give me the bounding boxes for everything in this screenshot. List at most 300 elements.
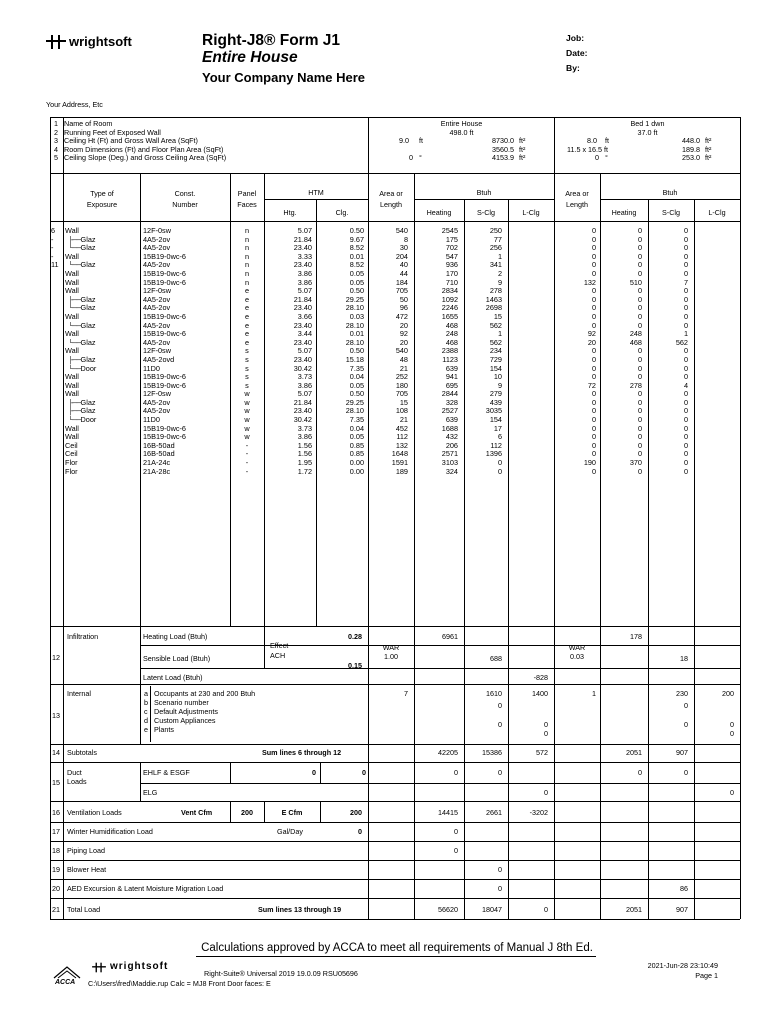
row-area2: 0 — [591, 261, 596, 270]
subtotals-num: 14 — [52, 748, 60, 757]
table-row — [51, 450, 739, 459]
row-area2: 0 — [591, 244, 596, 253]
room-feet: 37.0 ft — [637, 127, 658, 137]
row-tree-connector: └── — [68, 364, 81, 373]
row-type-label: Wall — [65, 287, 79, 296]
humid-galday: Gal/Day — [277, 827, 303, 836]
row-lclg — [508, 407, 554, 416]
row-lclg2 — [694, 304, 739, 313]
row-area: 48 — [399, 355, 408, 364]
row-const-number: 4A5-2ov — [143, 407, 171, 416]
row-type — [63, 330, 140, 339]
row-const-number: 16B-50ad — [143, 450, 175, 459]
total-label: Total Load — [67, 905, 101, 914]
row-htm-clg: 0.05 — [349, 278, 364, 287]
row-area: 132 — [395, 441, 408, 450]
row-tree-connector: └── — [68, 338, 81, 347]
row-area2: 0 — [591, 287, 596, 296]
row-sclg: 2 — [497, 269, 502, 278]
row-type — [63, 433, 140, 442]
row-line-num — [51, 433, 63, 442]
row-htm-htg: 3.86 — [297, 433, 312, 442]
row-panel-face: n — [244, 278, 250, 287]
row-heating: 639 — [445, 416, 458, 425]
row-lclg — [508, 244, 554, 253]
row-type-label: Glaz — [80, 398, 96, 407]
row-const-number: 4A5-2ov — [143, 304, 171, 313]
row-area2: 0 — [591, 227, 596, 235]
duct-ehlf: EHLF & ESGF — [143, 768, 190, 777]
internal-house-s-d: 0 — [498, 720, 502, 729]
humid-galday-value: 0 — [358, 827, 362, 836]
row-htm-clg: 28.10 — [345, 304, 364, 313]
info-line-3: 3 Ceiling Ht (Ft) and Gross Wall Area (SqFt) — [54, 136, 198, 145]
row-line-num — [51, 390, 63, 399]
row-sclg2: 0 — [683, 295, 688, 304]
footer-file: C:\Users\fred\Maddie.rup Calc = MJ8 Front Door faces: E — [88, 979, 271, 988]
row-type-label: Wall — [65, 433, 79, 442]
wrightsoft-logo-icon — [46, 34, 66, 50]
row-heating2: 0 — [637, 407, 642, 416]
wrightsoft-footer-icon — [92, 962, 106, 973]
row-htm-clg: 0.05 — [349, 381, 364, 390]
row-tree-connector: ├── — [68, 355, 81, 364]
row-htm-clg: 28.10 — [345, 338, 364, 347]
row-area: 112 — [396, 433, 408, 442]
row-panel-face: s — [245, 381, 249, 390]
row-htm-clg: 0.85 — [349, 441, 364, 450]
row-htm-htg: 30.42 — [293, 416, 312, 425]
vent-num: 16 — [52, 808, 60, 817]
row-lclg2 — [694, 442, 739, 451]
row-htm-clg: 0.50 — [349, 347, 364, 356]
table-row — [51, 296, 739, 305]
row-heating2: 0 — [637, 433, 642, 442]
row-heating2: 0 — [637, 347, 642, 356]
internal-house-l-d: 0 — [544, 720, 548, 729]
row-htm-htg: 23.40 — [293, 261, 312, 270]
house-floor-row: 3560.5 ft² — [492, 144, 526, 154]
row-panel-face: n — [244, 252, 250, 261]
row-panel-face: e — [244, 338, 250, 347]
row-heating: 547 — [445, 252, 458, 261]
date-label: Date: — [566, 48, 588, 58]
row-heating: 2527 — [441, 407, 458, 416]
col-hdr-heating2: Heating — [611, 208, 637, 217]
table-row — [51, 270, 739, 279]
row-sclg2: 0 — [683, 373, 688, 382]
row-heating2: 0 — [637, 467, 642, 476]
row-type-label: Wall — [65, 390, 79, 399]
row-sclg: 1 — [497, 330, 502, 339]
row-lclg — [508, 382, 554, 391]
row-area2: 0 — [591, 407, 596, 416]
row-sclg: 278 — [489, 287, 502, 296]
row-sclg: 6 — [497, 433, 502, 442]
infil-sens-label: Sensible Load (Btuh) — [143, 654, 211, 663]
row-lclg — [508, 347, 554, 356]
row-area2: 0 — [591, 398, 596, 407]
row-sclg2: 0 — [683, 235, 688, 244]
row-sclg2: 0 — [683, 416, 688, 425]
infil-room-heat: 178 — [630, 632, 642, 641]
row-type-label: Wall — [65, 312, 79, 321]
row-lclg — [508, 270, 554, 279]
row-heating2: 0 — [637, 269, 642, 278]
row-htm-htg: 30.42 — [293, 364, 312, 373]
row-heating2: 0 — [637, 252, 642, 261]
subtotals-heat2: 2051 — [626, 748, 642, 757]
row-lclg2 — [694, 296, 739, 305]
row-area: 21 — [399, 364, 408, 373]
row-htm-htg: 1.72 — [297, 467, 312, 476]
row-type-label: Wall — [65, 269, 79, 278]
row-heating: 936 — [445, 261, 458, 270]
row-heating2: 0 — [637, 364, 642, 373]
row-sclg2: 0 — [683, 450, 688, 459]
row-htm-htg: 3.86 — [297, 278, 312, 287]
vent-ecfm-value: 200 — [350, 808, 362, 817]
row-line-num — [51, 270, 63, 279]
col-hdr-heating: Heating — [426, 208, 452, 217]
row-lclg2 — [694, 382, 739, 391]
row-type — [63, 227, 140, 236]
row-heating: 2246 — [441, 304, 458, 313]
vent-cfm-label: Vent Cfm — [181, 808, 213, 817]
row-lclg — [508, 227, 554, 236]
row-area: 44 — [399, 269, 408, 278]
row-htm-htg: 5.07 — [297, 227, 312, 235]
row-const-number: 4A5-2ov — [143, 321, 171, 330]
row-sclg: 2698 — [485, 304, 502, 313]
row-lclg2 — [694, 365, 739, 374]
row-tree-connector: ├── — [68, 235, 81, 244]
row-tree-connector: ├── — [68, 295, 81, 304]
total-lclg: 0 — [544, 905, 548, 914]
row-lclg2 — [694, 339, 739, 348]
row-area2: 0 — [591, 269, 596, 278]
internal-room-s-a: 230 — [676, 689, 688, 698]
room-name: Bed 1 dwn — [630, 119, 665, 128]
row-sclg: 77 — [493, 235, 502, 244]
infil-effect: Effect — [270, 641, 289, 650]
row-heating2: 0 — [637, 227, 642, 235]
row-sclg2: 0 — [683, 355, 688, 364]
row-area2: 0 — [591, 390, 596, 399]
row-panel-face: e — [244, 321, 250, 330]
row-area2: 0 — [591, 321, 596, 330]
row-type-label: Ceil — [65, 450, 78, 459]
row-lclg2 — [694, 287, 739, 296]
row-lclg — [508, 287, 554, 296]
row-sclg: 0 — [497, 467, 502, 476]
row-type — [63, 468, 140, 477]
house-feet: 498.0 ft — [449, 127, 474, 137]
row-lclg2 — [694, 468, 739, 477]
row-area2: 0 — [591, 424, 596, 433]
row-area2: 0 — [591, 355, 596, 364]
row-type-label: Glaz — [80, 244, 96, 253]
row-htm-htg: 1.56 — [297, 450, 312, 459]
aed-sclg: 0 — [498, 884, 502, 893]
row-lclg2 — [694, 407, 739, 416]
internal-item-d: d Custom Appliances — [144, 716, 216, 725]
row-sclg: 256 — [489, 244, 502, 253]
row-panel-face: e — [244, 304, 250, 313]
humid-num: 17 — [52, 827, 60, 836]
row-area: 540 — [395, 227, 408, 235]
row-sclg2: 0 — [683, 441, 688, 450]
row-heating2: 0 — [637, 287, 642, 296]
row-lclg — [508, 339, 554, 348]
row-lclg2 — [694, 270, 739, 279]
infil-house-sens: 688 — [490, 654, 502, 663]
row-htm-htg: 21.84 — [293, 398, 312, 407]
company-name: Your Company Name Here — [202, 70, 366, 85]
house-slope-row: 0 ° 4153.9 ft² — [409, 153, 526, 162]
internal-room-l-e: 0 — [730, 729, 734, 738]
vent-cfm-value: 200 — [241, 808, 253, 817]
row-heating2: 0 — [637, 416, 642, 425]
row-type-label: Glaz — [80, 261, 96, 270]
row-sclg2: 0 — [683, 407, 688, 416]
subtotals-lclg: 572 — [536, 748, 548, 757]
row-htm-htg: 21.84 — [293, 295, 312, 304]
row-sclg: 1396 — [485, 450, 502, 459]
internal-item-b: b Scenario number — [144, 698, 209, 707]
row-const-number: 15B19-0wc-6 — [143, 330, 186, 339]
row-lclg — [508, 399, 554, 408]
row-area2: 0 — [591, 347, 596, 356]
total-sum: Sum lines 13 through 19 — [258, 905, 342, 914]
row-htm-clg: 0.50 — [349, 287, 364, 296]
row-line-num — [51, 382, 63, 391]
table-row — [51, 407, 739, 416]
row-area2: 0 — [591, 433, 596, 442]
row-sclg: 250 — [489, 227, 502, 235]
row-type-label: Wall — [65, 227, 79, 235]
table-row — [51, 322, 739, 331]
row-sclg2: 0 — [683, 459, 688, 468]
table-row — [51, 227, 739, 236]
row-tree-connector: └── — [68, 244, 81, 253]
row-lclg — [508, 365, 554, 374]
infil-house-lat: -828 — [533, 673, 548, 682]
row-heating2: 0 — [637, 450, 642, 459]
table-row — [51, 365, 739, 374]
footer-page: Page 1 — [695, 971, 718, 980]
internal-occ-house: 7 — [404, 689, 408, 698]
row-type — [63, 253, 140, 262]
row-line-num: 11 — [51, 261, 59, 270]
row-type — [63, 459, 140, 468]
house-info — [369, 120, 554, 163]
internal-items — [144, 689, 255, 734]
table-row — [51, 433, 739, 442]
row-const-number: 12F-0sw — [143, 347, 171, 356]
subtotals-sum: Sum lines 6 through 12 — [262, 748, 342, 757]
row-htm-htg: 5.07 — [297, 347, 312, 356]
row-panel-face: e — [244, 295, 250, 304]
row-lclg — [508, 468, 554, 477]
row-const-number: 4A5-2ov — [143, 398, 171, 407]
row-sclg2: 7 — [683, 278, 688, 287]
row-line-num — [51, 339, 63, 348]
row-sclg: 279 — [489, 390, 502, 399]
row-sclg2: 0 — [683, 304, 688, 313]
row-heating: 1123 — [442, 355, 458, 364]
row-panel-face: w — [244, 390, 250, 399]
row-area: 252 — [395, 373, 408, 382]
row-area: 540 — [395, 347, 408, 356]
row-lclg — [508, 330, 554, 339]
row-const-number: 12F-0sw — [143, 390, 171, 399]
row-htm-clg: 0.03 — [349, 312, 364, 321]
row-heating2: 0 — [637, 355, 642, 364]
row-htm-htg: 3.44 — [297, 330, 312, 339]
vent-lclg: -3202 — [529, 808, 548, 817]
duct-elg-lclg: 0 — [544, 788, 548, 797]
col-hdr-clg: Clg. — [335, 208, 349, 217]
row-type — [63, 287, 140, 296]
row-const-number: 4A5-2ov — [143, 261, 171, 270]
row-lclg — [508, 261, 554, 270]
row-sclg: 17 — [493, 424, 502, 433]
row-area2: 0 — [591, 295, 596, 304]
row-panel-face: w — [244, 424, 250, 433]
aed-num: 20 — [52, 884, 60, 893]
row-const-number: 4A5-2ov — [143, 235, 171, 244]
row-heating: 328 — [445, 398, 458, 407]
duct-sclg2: 0 — [684, 768, 688, 777]
duct-elg-lclg2: 0 — [730, 788, 734, 797]
internal-house-l-e: 0 — [544, 729, 548, 738]
aed-sclg2: 86 — [680, 884, 688, 893]
company-address: Your Address, Etc — [46, 100, 103, 109]
internal-room-s-b: 0 — [684, 701, 688, 710]
acca-text: ACCA — [55, 979, 76, 986]
row-lclg — [508, 296, 554, 305]
row-const-number: 12F-0sw — [143, 227, 171, 235]
row-line-num — [51, 468, 63, 477]
row-htm-htg: 21.84 — [293, 235, 312, 244]
row-heating2: 510 — [629, 278, 642, 287]
row-const-number: 11D0 — [143, 364, 160, 373]
row-htm-clg: 8.52 — [349, 244, 364, 253]
row-area: 472 — [395, 312, 408, 321]
col-hdr-lclg2: L-Clg — [708, 208, 726, 217]
table-row — [51, 261, 739, 270]
row-heating: 468 — [445, 321, 458, 330]
row-panel-face: - — [245, 450, 249, 459]
aed-label: AED Excursion & Latent Moisture Migration Load — [67, 884, 224, 893]
row-heating: 1092 — [441, 295, 458, 304]
room-floor-row: 11.5 x 16.5 ft 189.8 ft² — [567, 144, 712, 154]
row-heating: 2388 — [441, 347, 458, 356]
row-sclg: 234 — [489, 347, 502, 356]
row-type — [63, 347, 140, 356]
row-sclg: 729 — [489, 355, 502, 364]
row-sclg2: 0 — [683, 424, 688, 433]
row-htm-htg: 23.40 — [293, 321, 312, 330]
row-panel-face: e — [244, 330, 250, 339]
row-area: 108 — [395, 407, 408, 416]
row-const-number: 21A-24c — [143, 459, 171, 468]
row-line-num: - — [51, 252, 54, 261]
row-htm-htg: 5.07 — [297, 287, 312, 296]
row-htm-clg: 7.35 — [349, 364, 364, 373]
row-area: 30 — [399, 244, 408, 253]
row-area: 1648 — [391, 450, 408, 459]
row-lclg — [508, 442, 554, 451]
row-area2: 0 — [591, 373, 596, 382]
row-type — [63, 373, 140, 382]
row-heating2: 0 — [637, 235, 642, 244]
table-row — [51, 416, 739, 425]
row-const-number: 15B19-0wc-6 — [143, 381, 186, 390]
vent-heat: 14415 — [438, 808, 458, 817]
form-subtitle: Entire House — [202, 49, 298, 66]
row-htm-clg: 15.18 — [345, 355, 364, 364]
row-sclg: 1 — [497, 252, 502, 261]
row-lclg — [508, 236, 554, 245]
row-lclg — [508, 373, 554, 382]
row-lclg — [508, 390, 554, 399]
frame-colhdr-bottom — [50, 221, 740, 222]
duct-label: Duct Loads — [67, 768, 87, 786]
row-htm-clg: 29.25 — [345, 398, 364, 407]
row-panel-face: - — [245, 441, 249, 450]
row-panel-face: w — [244, 407, 250, 416]
row-area: 204 — [395, 252, 408, 261]
row-sclg2: 0 — [683, 398, 688, 407]
row-line-num — [51, 313, 63, 322]
row-sclg2: 0 — [683, 467, 688, 476]
table-row — [51, 373, 739, 382]
row-area: 92 — [399, 330, 408, 339]
by-label: By: — [566, 63, 580, 73]
row-tree-connector: └── — [68, 304, 81, 313]
row-panel-face: - — [245, 467, 249, 476]
table-row — [51, 253, 739, 262]
row-const-number: 4A5-2ov — [143, 338, 171, 347]
infil-room-sens: 18 — [680, 654, 688, 663]
house-ceil-row: 9.0 ft 8730.0 ft² — [399, 136, 526, 145]
internal-occ-room: 1 — [592, 689, 596, 698]
row-area: 189 — [395, 467, 408, 476]
row-htm-clg: 0.05 — [349, 269, 364, 278]
row-sclg: 562 — [489, 321, 502, 330]
row-htm-clg: 0.04 — [349, 424, 364, 433]
infil-war-house: WAR 1.00 — [382, 643, 400, 661]
row-lclg2 — [694, 322, 739, 331]
infil-ach-h: 0.28 — [348, 632, 362, 641]
row-type-label: Glaz — [80, 407, 96, 416]
info-line-4: 4 Room Dimensions (Ft) and Floor Plan Area (SqFt) — [54, 144, 224, 154]
row-type — [63, 365, 140, 374]
row-type — [63, 416, 140, 425]
row-area: 1591 — [391, 459, 408, 468]
row-const-number: 15B19-0wc-6 — [143, 373, 186, 382]
row-panel-face: s — [245, 373, 249, 382]
vent-label: Ventilation Loads — [67, 808, 122, 817]
row-heating: 2844 — [441, 390, 458, 399]
row-const-number: 16B-50ad — [143, 441, 175, 450]
row-lclg — [508, 253, 554, 262]
row-tree-connector: ├── — [68, 398, 81, 407]
row-type — [63, 407, 140, 416]
row-htm-htg: 3.86 — [297, 381, 312, 390]
